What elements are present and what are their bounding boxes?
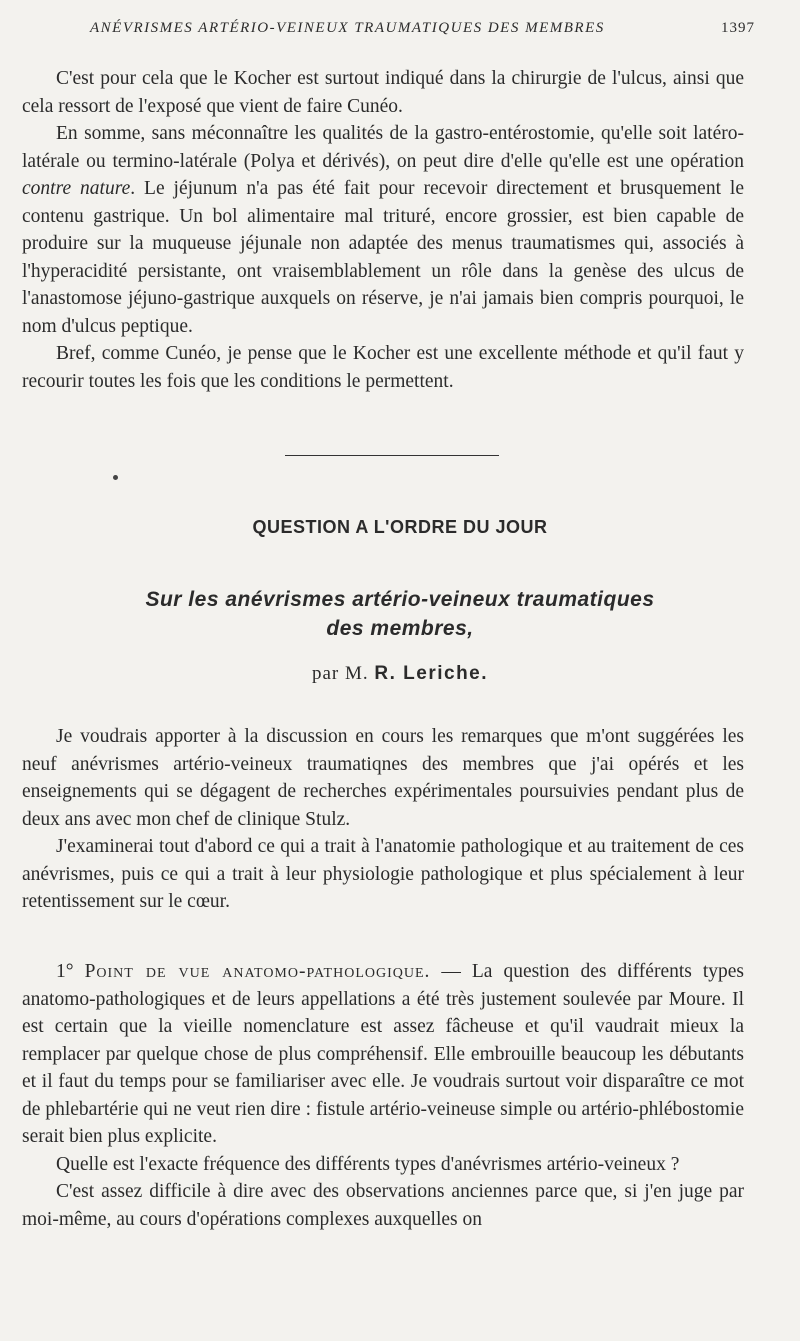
author-byline bbox=[0, 663, 800, 685]
paragraph: Quelle est l'exacte fréquence des différents types d'anévrismes artério-veineux ? bbox=[56, 1153, 680, 1175]
previous-article-end bbox=[22, 65, 744, 395]
section-divider bbox=[285, 455, 499, 456]
article-section-1 bbox=[22, 958, 744, 1233]
ink-speck bbox=[113, 475, 118, 480]
page-number: 1397 bbox=[721, 20, 755, 36]
byline-prefix: par M. bbox=[311, 663, 369, 684]
article-title bbox=[60, 585, 740, 643]
paragraph: J'examinerai tout d'abord ce qui a trait à l'anatomie pathologique et au traitement de ces anévrismes, puis ce qui a trait à leur physiologie pathologique et plus spécialement à leur retentissement sur le cœur. bbox=[22, 836, 744, 912]
paragraph: En somme, sans méconnaître les qualités de la gastro-entérostomie, qu'elle soit latéro-latérale ou termino-latérale (Polya et dérivés), on peut dire d'elle qu'elle est une opération contre nature. Le jéjunum n'a pas été fait pour recevoir directement et brusquement le contenu gastrique. Un bol alimentaire mal trituré, encore grossier, est bien capable de produire sur la muqueuse jéjunale non adaptée des menus traumatismes qui, associés à l'hyperacidité persistante, ont vraisemblablement un rôle dans la genèse des ulcus de l'anastomose jéjuno-gastrique auxquels on réserve, je n'ai jamais bien compris pourquoi, le nom d'ulcus peptique. bbox=[22, 123, 745, 337]
emphasis: contre nature bbox=[22, 178, 131, 199]
paragraph: C'est pour cela que le Kocher est surtout indiqué dans la chirurgie de l'ulcus, ainsi que cela ressort de l'exposé que vient de faire Cunéo. bbox=[22, 68, 744, 117]
paragraph: C'est assez difficile à dire avec des observations anciennes parce que, si j'en juge par moi-même, au cours d'opérations complexes auxquelles on bbox=[22, 1181, 744, 1230]
article-title-line: Sur les anévrismes artério-veineux traumatiques bbox=[145, 588, 655, 611]
running-title: ANÉVRISMES ARTÉRIO-VEINEUX TRAUMATIQUES DES MEMBRES bbox=[90, 20, 605, 36]
section-lead: Point de vue anatomo-pathologique. bbox=[84, 961, 431, 982]
running-header bbox=[90, 20, 755, 37]
author-name: R. Leriche. bbox=[374, 663, 489, 684]
paragraph: Bref, comme Cunéo, je pense que le Kocher est une excellente méthode et qu'il faut y recourir toutes les fois que les conditions le permettent. bbox=[22, 343, 744, 392]
article-intro bbox=[22, 723, 744, 916]
section-heading: QUESTION A L'ORDRE DU JOUR bbox=[252, 517, 548, 537]
section-number: 1° bbox=[56, 961, 74, 982]
paragraph: 1° Point de vue anatomo-pathologique. — La question des différents types anatomo-pathologiques et de leurs appellations a été très justement soulevée par Moure. Il est certain que la vieille nomenclature est assez fâcheuse et qu'il vaudrait mieux la remplacer par quelque chose de plus compréhensif. Elle embrouille beaucoup les débutants et il faut du temps pour se familiariser avec elle. Je voudrais surtout voir disparaître ce mot de phlebartérie qui ne veut rien dire : fistule artério-veineuse simple ou artério-phlébostomie serait bien plus explicite. bbox=[22, 961, 745, 1147]
paragraph: Je voudrais apporter à la discussion en cours les remarques que m'ont suggérées les neuf anévrismes artério-veineux traumatiqnes des membres que j'ai opérés et les enseignements qui se dégagent de recherches expérimentales poursuivies pendant plus de deux ans avec mon chef de clinique Stulz. bbox=[22, 726, 744, 830]
article-title-line: des membres, bbox=[326, 617, 474, 640]
